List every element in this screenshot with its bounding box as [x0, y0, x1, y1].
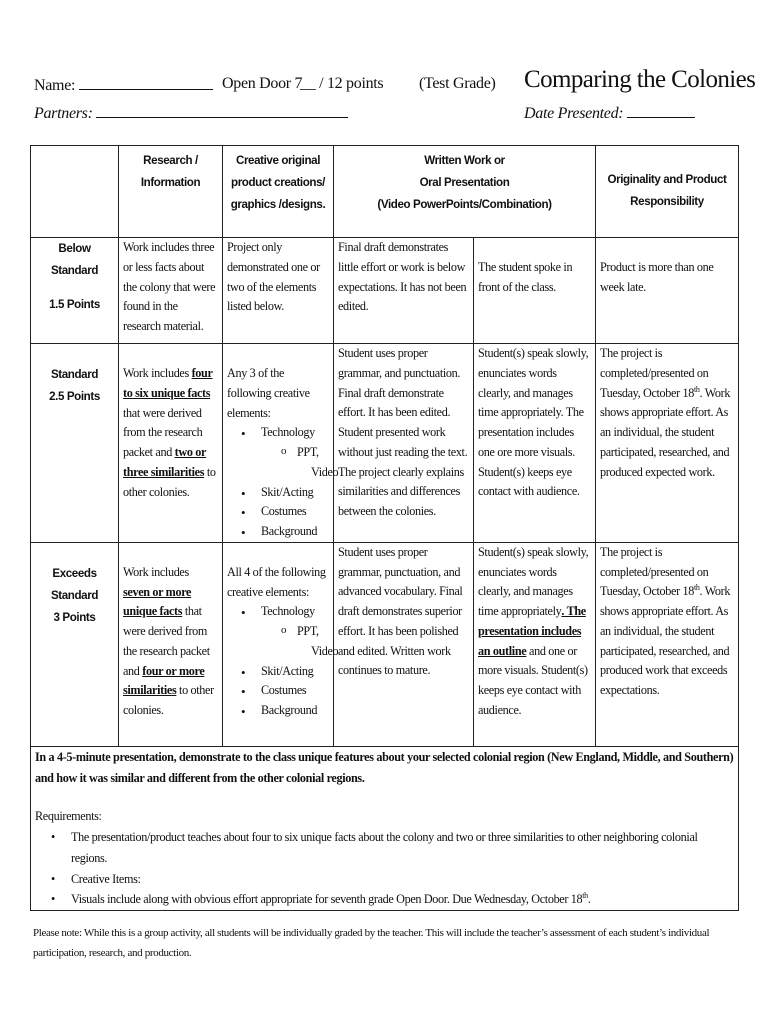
page-title: Comparing the Colonies: [524, 66, 756, 93]
element-background: • Background: [261, 701, 329, 721]
partners-label: Partners:: [34, 103, 348, 123]
exceeds-oral: Student(s) speak slowly, enunciates words clearly, and manages time appropriately. The presentation includes an outline and one or more visuals. Student(s) keeps eye contact with audience.: [474, 542, 596, 746]
standard-creative: Any 3 of the following creative elements: • Technology o PPT, Video • Skit/Acting • Costumes • Background: [223, 344, 334, 543]
points-label: __ / 12 points: [300, 75, 384, 92]
standard-written: Student uses proper grammar, and punctuation. Final draft demonstrate effort. It has been edited. Student presented work without just reading the text. The project clearly explains similarities and differences between the colonies.: [334, 344, 474, 543]
exceeds-originality: The project is completed/presented on Tuesday, October 18th. Work shows appropriate effort. As an individual, the student participated, researched, and produced work that exceeds expectations.: [596, 542, 739, 746]
grading-note: Please note: While this is a group activity, all students will be individually graded by the teacher. This will include the teacher’s assessment of each student’s individual participation, research, and production.: [33, 927, 710, 960]
name-label: Name:: [34, 75, 213, 95]
standard-research: Work includes four to six unique facts that were derived from the research packet and two or three similarities to other colonies.: [119, 344, 223, 543]
below-creative: Project only demonstrated one or two of the elements listed below.: [223, 238, 334, 344]
level-below: Below Standard 1.5 Points: [31, 238, 119, 344]
level-exceeds: Exceeds Standard 3 Points: [31, 542, 119, 746]
level-standard: Standard 2.5 Points: [31, 344, 119, 543]
below-originality: Product is more than one week late.: [596, 238, 739, 344]
date-label: Date Presented:: [524, 103, 695, 123]
element-background: • Background: [261, 522, 329, 542]
row-exceeds: [31, 542, 739, 746]
instructions-cell: [31, 746, 739, 910]
exceeds-creative: All 4 of the following creative elements: • Technology o PPT, Video • Skit/Acting • Costumes • Background: [223, 542, 334, 746]
exceeds-written: Student uses proper grammar, punctuation, and advanced vocabulary. Final draft demonstrates superior effort. It has been polished and edited. Written work continues to mature.: [334, 542, 474, 746]
requirements-list: [35, 827, 734, 910]
col-originality: Originality and Product Responsibility: [596, 146, 739, 238]
element-technology: • Technology o PPT, Video: [261, 602, 329, 661]
instructions-row: [31, 746, 739, 910]
course-label: Open Door 7: [222, 75, 303, 92]
element-ppt: o PPT,: [297, 443, 329, 463]
element-costumes: • Costumes: [261, 681, 329, 701]
below-written: Final draft demonstrates little effort or work is below expectations. It has not been edited.: [334, 238, 474, 344]
col-creative: Creative original product creations/ graphics /designs.: [223, 146, 334, 238]
element-skit: • Skit/Acting: [261, 483, 329, 503]
header-row: [31, 146, 739, 238]
requirement-item: • The presentation/product teaches about four to six unique facts about the colony and two or three similarities to other neighboring colonial regions.: [71, 827, 734, 868]
below-oral: The student spoke in front of the class.: [474, 238, 596, 344]
row-below-standard: [31, 238, 739, 344]
col-written: Written Work or Oral Presentation (Video PowerPoints/Combination): [334, 146, 596, 238]
corner-cell: [31, 146, 119, 238]
requirement-item: • Creative Items:: [71, 869, 734, 890]
rubric-table: [30, 145, 739, 911]
row-standard: [31, 344, 739, 543]
exceeds-elements-list: [227, 602, 339, 721]
element-video: Video: [311, 464, 339, 479]
requirement-item: • Visuals include along with obvious effort appropriate for seventh grade Open Door. Due Wednesday, October 18th.: [71, 889, 734, 910]
element-costumes: • Costumes: [261, 502, 329, 522]
element-ppt: o PPT,: [297, 622, 329, 642]
requirements-label: Requirements:: [35, 809, 102, 824]
below-research: Work includes three or less facts about the colony that were found in the research material.: [119, 238, 223, 344]
element-skit: • Skit/Acting: [261, 662, 329, 682]
presentation-prompt: In a 4-5-minute presentation, demonstrate to the class unique features about your selected colonial region (New England, Middle, and Southern) and how it was similar and different from the other colonial regions.: [35, 749, 734, 785]
grade-type: (Test Grade): [419, 75, 496, 92]
standard-originality: The project is completed/presented on Tuesday, October 18th. Work shows appropriate effort. As an individual, the student participated, researched, and produced expected work.: [596, 344, 739, 543]
exceeds-research: Work includes seven or more unique facts that were derived from the research packet and four or more similarities to other colonies.: [119, 542, 223, 746]
element-technology: • Technology o PPT, Video: [261, 423, 329, 482]
date-blank[interactable]: [627, 103, 695, 118]
standard-oral: Student(s) speak slowly, enunciates words clearly, and manages time appropriately. The presentation includes one ore more visuals. Student(s) keeps eye contact with audience.: [474, 344, 596, 543]
name-blank[interactable]: [79, 75, 213, 90]
col-research: Research / Information: [119, 146, 223, 238]
partners-blank[interactable]: [96, 103, 348, 118]
element-video: Video: [311, 643, 339, 658]
standard-elements-list: [227, 423, 339, 542]
